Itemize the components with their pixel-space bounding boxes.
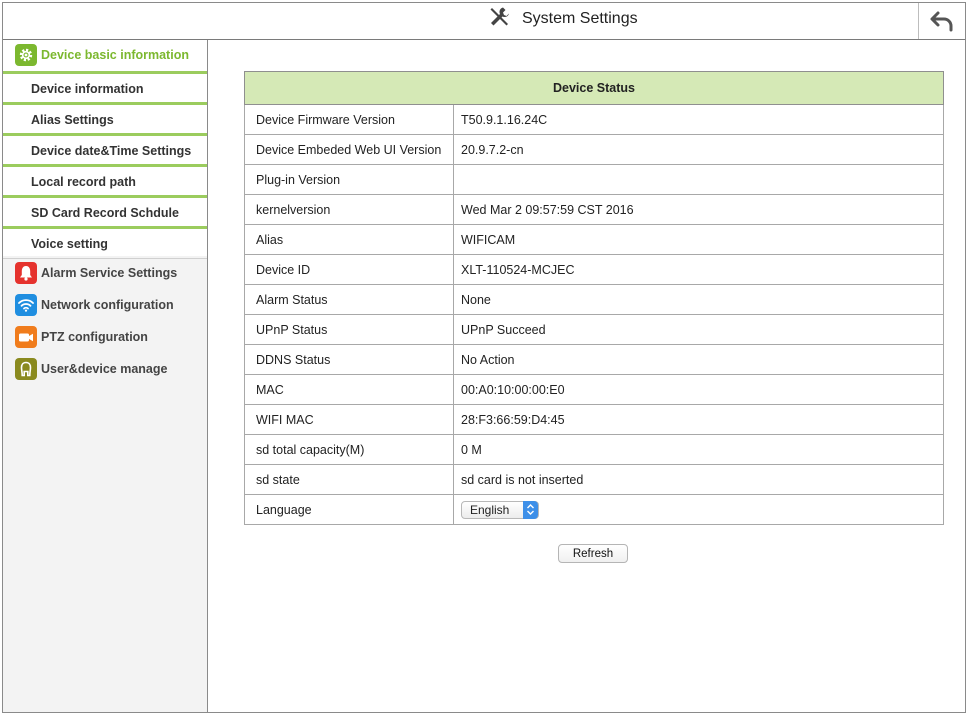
main-content	[208, 40, 965, 712]
row-key: DDNS Status	[245, 345, 454, 375]
row-value: 0 M	[454, 435, 944, 465]
row-value: No Action	[454, 345, 944, 375]
user-icon	[15, 358, 37, 380]
row-value: UPnP Succeed	[454, 315, 944, 345]
sidebar-section-label: User&device manage	[41, 362, 168, 376]
row-value	[454, 165, 944, 195]
camera-icon	[15, 326, 37, 348]
table-row	[245, 105, 944, 135]
sidebar-section-alarm-service-settings[interactable]	[15, 259, 177, 287]
table-row	[245, 435, 944, 465]
table-row	[245, 225, 944, 255]
row-key: Alias	[245, 225, 454, 255]
row-key: sd state	[245, 465, 454, 495]
sidebar-section-ptz-configuration[interactable]	[15, 323, 148, 351]
sidebar-item-label: Device date&Time Settings	[31, 143, 192, 158]
row-key: Device ID	[245, 255, 454, 285]
tools-icon	[488, 5, 512, 29]
row-key: UPnP Status	[245, 315, 454, 345]
sidebar-item-local-record-path[interactable]	[3, 167, 207, 196]
sidebar-section-label: Device basic information	[41, 48, 189, 62]
row-value: T50.9.1.16.24C	[454, 105, 944, 135]
table-row	[245, 375, 944, 405]
table-header-row	[245, 72, 944, 105]
sidebar-section-label: Alarm Service Settings	[41, 266, 178, 280]
wifi-icon	[15, 294, 37, 316]
sidebar-item-label: Voice setting	[31, 236, 108, 251]
row-value	[454, 495, 944, 525]
row-key: Plug-in Version	[245, 165, 454, 195]
row-value: 00:A0:10:00:00:E0	[454, 375, 944, 405]
language-select-value: English	[470, 502, 510, 517]
row-value: sd card is not inserted	[454, 465, 944, 495]
sidebar-item-voice-setting[interactable]	[3, 229, 207, 258]
table-row	[245, 405, 944, 435]
row-key: kernelversion	[245, 195, 454, 225]
table-row	[245, 345, 944, 375]
row-key: WIFI MAC	[245, 405, 454, 435]
bell-icon	[15, 262, 37, 284]
back-arrow-icon	[929, 9, 955, 33]
row-key: Alarm Status	[245, 285, 454, 315]
back-button[interactable]	[918, 3, 965, 39]
table-row	[245, 315, 944, 345]
row-value: 28:F3:66:59:D4:45	[454, 405, 944, 435]
sidebar-section-label: Network configuration	[41, 298, 174, 312]
table-title: Device Status	[245, 72, 944, 105]
row-value: XLT-110524-MCJEC	[454, 255, 944, 285]
sidebar-section-label: PTZ configuration	[41, 330, 148, 344]
sidebar-section-network-configuration[interactable]	[15, 291, 174, 319]
row-value: None	[454, 285, 944, 315]
sidebar-item-label: SD Card Record Schdule	[31, 205, 179, 220]
row-key: sd total capacity(M)	[245, 435, 454, 465]
row-key: MAC	[245, 375, 454, 405]
table-row	[245, 195, 944, 225]
table-row	[245, 255, 944, 285]
sidebar-item-label: Alias Settings	[31, 112, 114, 127]
row-value: WIFICAM	[454, 225, 944, 255]
sidebar-section-device-basic-information[interactable]	[15, 41, 189, 69]
sidebar-item-device-datetime-settings[interactable]	[3, 136, 207, 165]
table-row	[245, 285, 944, 315]
sidebar-item-label: Local record path	[31, 174, 136, 189]
row-key: Device Firmware Version	[245, 105, 454, 135]
app-window	[2, 2, 966, 713]
sidebar-item-device-information[interactable]	[3, 74, 207, 103]
refresh-button[interactable]: Refresh	[558, 544, 628, 563]
sidebar-item-sd-card-record-schedule[interactable]	[3, 198, 207, 227]
row-key: Language	[245, 495, 454, 525]
page-title	[488, 9, 638, 29]
table-row	[245, 165, 944, 195]
sidebar-section-user-device-manage[interactable]	[15, 355, 167, 383]
row-key: Device Embeded Web UI Version	[245, 135, 454, 165]
sidebar-item-alias-settings[interactable]	[3, 105, 207, 134]
sidebar-item-label: Device information	[31, 81, 144, 96]
sidebar	[3, 40, 208, 712]
device-status-table	[244, 71, 944, 525]
language-select[interactable]	[461, 501, 539, 519]
chevron-updown-icon	[523, 501, 538, 519]
header-bar	[3, 3, 965, 40]
gear-icon	[15, 44, 37, 66]
table-row	[245, 465, 944, 495]
table-row	[245, 135, 944, 165]
row-value: Wed Mar 2 09:57:59 CST 2016	[454, 195, 944, 225]
page-title-text: System Settings	[522, 10, 638, 27]
row-value: 20.9.7.2-cn	[454, 135, 944, 165]
table-row	[245, 495, 944, 525]
